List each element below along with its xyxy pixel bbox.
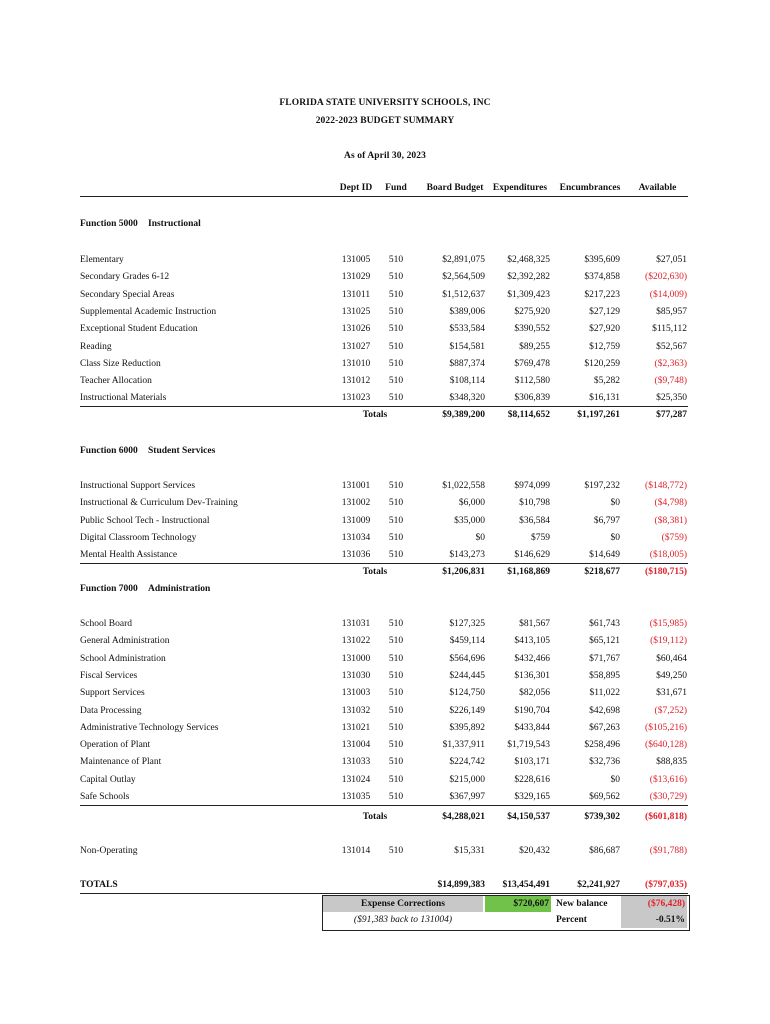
board-budget: $367,997 — [449, 792, 485, 802]
section-rule — [80, 805, 688, 806]
line-item-name: Public School Tech - Instructional — [80, 515, 210, 526]
expenditures: $146,629 — [514, 550, 550, 561]
grand-totals-label: TOTALS — [80, 880, 118, 890]
expenditures: $136,301 — [514, 670, 550, 681]
table-row — [0, 740, 770, 757]
fund-code: 510 — [388, 498, 404, 509]
table-row — [0, 255, 770, 272]
line-item-name: Exceptional Student Education — [80, 324, 198, 335]
encumbrances: $65,121 — [589, 636, 620, 647]
dept-id: 131024 — [341, 774, 371, 785]
expenditures: $190,704 — [514, 705, 550, 716]
function-name: Instructional — [148, 219, 201, 229]
fund-code: 510 — [388, 324, 404, 335]
dept-id: 131022 — [341, 636, 371, 647]
table-row — [0, 636, 770, 653]
expenditures: $89,255 — [519, 341, 550, 352]
table-row — [0, 307, 770, 324]
grand-totals-rule — [80, 893, 688, 894]
table-row — [0, 498, 770, 515]
dept-id: 131029 — [341, 272, 371, 283]
available: ($2,363) — [654, 358, 687, 369]
line-item-name: Elementary — [80, 255, 124, 265]
totals-board: $9,389,200 — [442, 410, 485, 420]
fund-code: 510 — [388, 289, 404, 300]
table-row — [0, 376, 770, 393]
expenditures: $81,567 — [519, 619, 550, 629]
line-item-name: School Board — [80, 619, 132, 629]
dept-id: 131014 — [341, 846, 371, 856]
grand-board: $14,899,383 — [437, 880, 485, 890]
line-item-name: School Administration — [80, 653, 166, 664]
expenditures: $36,584 — [519, 515, 550, 526]
line-item-name: Instructional Materials — [80, 393, 167, 404]
available: ($30,729) — [649, 792, 687, 802]
totals-label: Totals — [362, 812, 388, 822]
line-item-name: Maintenance of Plant — [80, 757, 162, 768]
grand-avail: ($797,035) — [645, 880, 687, 890]
dept-id: 131023 — [341, 393, 371, 404]
col-encumbrances: Encumbrances — [559, 183, 621, 193]
board-budget: $143,273 — [449, 550, 485, 561]
expenditures: $10,798 — [519, 498, 550, 509]
line-item-name: Secondary Grades 6-12 — [80, 272, 170, 283]
board-budget: $15,331 — [454, 846, 485, 856]
percent-value: -0.51% — [655, 915, 685, 925]
table-row — [0, 516, 770, 533]
fund-code: 510 — [388, 792, 404, 802]
dept-id: 131034 — [341, 532, 371, 543]
totals-avail: ($180,715) — [645, 567, 687, 577]
encumbrances: $12,759 — [589, 341, 620, 352]
new-balance-value: ($76,428) — [647, 899, 685, 909]
dept-id: 131005 — [341, 255, 371, 265]
table-row — [0, 757, 770, 774]
fund-code: 510 — [388, 481, 404, 491]
table-row — [0, 671, 770, 688]
totals-exp: $4,150,537 — [507, 812, 550, 822]
available: $49,250 — [656, 670, 687, 681]
dept-id: 131010 — [341, 358, 371, 369]
totals-board: $1,206,831 — [442, 567, 485, 577]
board-budget: $127,325 — [449, 619, 485, 629]
available: $88,835 — [656, 757, 687, 768]
expenditures: $759 — [531, 532, 550, 543]
board-budget: $348,320 — [449, 393, 485, 404]
totals-label: Totals — [362, 410, 388, 420]
available: ($148,772) — [645, 481, 687, 491]
table-row — [0, 533, 770, 550]
board-budget: $154,581 — [449, 341, 485, 352]
fund-code: 510 — [388, 757, 404, 768]
board-budget: $887,374 — [449, 358, 485, 369]
dept-id: 131032 — [341, 705, 371, 716]
expenditures: $20,432 — [519, 846, 550, 856]
encumbrances: $27,129 — [589, 306, 620, 317]
totals-exp: $8,114,652 — [507, 410, 550, 420]
dept-id: 131011 — [341, 289, 371, 300]
table-row — [0, 342, 770, 359]
report-title: 2022-2023 BUDGET SUMMARY — [315, 116, 455, 126]
totals-enc: $1,197,261 — [577, 410, 620, 420]
dept-id: 131012 — [341, 376, 371, 387]
expenditures: $432,466 — [514, 653, 550, 664]
table-row — [0, 654, 770, 671]
available: ($15,985) — [649, 619, 687, 629]
as-of-date: As of April 30, 2023 — [344, 151, 426, 161]
board-budget: $0 — [475, 532, 485, 543]
encumbrances: $32,736 — [589, 757, 620, 768]
line-item-name: Teacher Allocation — [80, 376, 152, 387]
encumbrances: $42,698 — [589, 705, 620, 716]
available: ($640,128) — [645, 740, 687, 751]
line-item-name: Non-Operating — [80, 846, 138, 856]
board-budget: $1,512,637 — [442, 289, 485, 300]
table-row — [0, 723, 770, 740]
totals-exp: $1,168,869 — [507, 567, 550, 577]
line-item-name: Administrative Technology Services — [80, 722, 219, 733]
line-item-name: Mental Health Assistance — [80, 550, 178, 561]
available: ($19,112) — [650, 636, 687, 647]
line-item-name: General Administration — [80, 636, 170, 647]
dept-id: 131002 — [341, 498, 371, 509]
expenditures: $390,552 — [514, 324, 550, 335]
totals-label: Totals — [362, 567, 388, 577]
expenditures: $1,719,543 — [507, 740, 550, 751]
function-code: Function 7000 — [80, 584, 138, 594]
fund-code: 510 — [388, 722, 404, 733]
board-budget: $564,696 — [449, 653, 485, 664]
header-rule — [80, 196, 688, 197]
percent-label: Percent — [556, 915, 587, 925]
expenditures: $306,839 — [514, 393, 550, 404]
fund-code: 510 — [388, 376, 404, 387]
encumbrances: $6,797 — [593, 515, 620, 526]
new-balance-label: New balance — [556, 899, 608, 909]
available: ($759) — [661, 532, 687, 543]
available: $60,464 — [656, 653, 687, 664]
dept-id: 131026 — [341, 324, 371, 335]
expenditures: $228,616 — [514, 774, 550, 785]
dept-id: 131033 — [341, 757, 371, 768]
expenditures: $1,309,423 — [507, 289, 550, 300]
table-row — [0, 619, 770, 636]
available: $115,112 — [652, 324, 687, 335]
board-budget: $6,000 — [458, 498, 485, 509]
totals-avail: $77,287 — [656, 410, 687, 420]
expenditures: $974,099 — [514, 481, 550, 491]
available: $85,957 — [656, 306, 687, 317]
col-available: Available — [638, 183, 677, 193]
available: ($8,381) — [654, 515, 687, 526]
line-item-name: Instructional & Curriculum Dev-Training — [80, 498, 238, 509]
table-row — [0, 792, 770, 809]
available: ($202,630) — [645, 272, 687, 283]
fund-code: 510 — [388, 358, 404, 369]
board-budget: $244,445 — [449, 670, 485, 681]
encumbrances: $69,562 — [589, 792, 620, 802]
available: ($13,616) — [649, 774, 687, 785]
line-item-name: Reading — [80, 341, 112, 352]
dept-id: 131031 — [341, 619, 371, 629]
table-row — [0, 290, 770, 307]
fund-code: 510 — [388, 688, 404, 699]
non-operating-row — [0, 846, 770, 863]
board-budget: $459,114 — [449, 636, 485, 647]
available: $25,350 — [656, 393, 687, 404]
col-dept: Dept ID — [339, 183, 373, 193]
line-item-name: Data Processing — [80, 705, 142, 716]
encumbrances: $11,022 — [589, 688, 620, 699]
col-fund: Fund — [385, 183, 407, 193]
fund-code: 510 — [388, 774, 404, 785]
expenditures: $769,478 — [514, 358, 550, 369]
fund-code: 510 — [388, 636, 404, 647]
available: ($4,798) — [654, 498, 687, 509]
line-item-name: Digital Classroom Technology — [80, 532, 197, 543]
section-totals-row — [0, 567, 770, 584]
encumbrances: $0 — [610, 498, 620, 509]
section-rule — [80, 563, 688, 564]
table-row — [0, 706, 770, 723]
encumbrances: $120,259 — [584, 358, 620, 369]
table-row — [0, 481, 770, 498]
expenditures: $433,844 — [514, 722, 550, 733]
section-totals-row — [0, 812, 770, 829]
table-row — [0, 359, 770, 376]
expenditures: $112,580 — [514, 376, 550, 387]
totals-board: $4,288,021 — [442, 812, 485, 822]
available: ($7,252) — [654, 705, 687, 716]
fund-code: 510 — [388, 619, 404, 629]
table-row — [0, 775, 770, 792]
expenditures: $413,105 — [514, 636, 550, 647]
board-budget: $226,149 — [449, 705, 485, 716]
org-title: FLORIDA STATE UNIVERSITY SCHOOLS, INC — [279, 98, 491, 108]
encumbrances: $67,263 — [589, 722, 620, 733]
section-rule — [80, 406, 688, 407]
dept-id: 131021 — [341, 722, 371, 733]
fund-code: 510 — [388, 393, 404, 404]
expenditures: $103,171 — [514, 757, 550, 768]
line-item-name: Secondary Special Areas — [80, 289, 175, 300]
table-row — [0, 324, 770, 341]
encumbrances: $0 — [610, 532, 620, 543]
board-budget: $389,006 — [449, 306, 485, 317]
available: $27,051 — [656, 255, 687, 265]
fund-code: 510 — [388, 532, 404, 543]
fund-code: 510 — [388, 846, 404, 856]
line-item-name: Supplemental Academic Instruction — [80, 306, 217, 317]
dept-id: 131035 — [341, 792, 371, 802]
line-item-name: Operation of Plant — [80, 740, 151, 751]
encumbrances: $395,609 — [584, 255, 620, 265]
dept-id: 131025 — [341, 306, 371, 317]
table-row — [0, 272, 770, 289]
line-item-name: Fiscal Services — [80, 670, 138, 681]
expenditures: $329,165 — [514, 792, 550, 802]
encumbrances: $61,743 — [589, 619, 620, 629]
available: $31,671 — [656, 688, 687, 699]
board-budget: $2,564,509 — [442, 272, 485, 283]
dept-id: 131001 — [341, 481, 371, 491]
function-name: Administration — [148, 584, 211, 594]
expenditures: $275,920 — [514, 306, 550, 317]
dept-id: 131009 — [341, 515, 371, 526]
board-budget: $124,750 — [449, 688, 485, 699]
totals-enc: $739,302 — [584, 812, 620, 822]
encumbrances: $374,858 — [584, 272, 620, 283]
encumbrances: $5,282 — [593, 376, 620, 387]
encumbrances: $0 — [610, 774, 620, 785]
fund-code: 510 — [388, 550, 404, 561]
encumbrances: $217,223 — [584, 289, 620, 300]
available: ($9,748) — [654, 376, 687, 387]
fund-code: 510 — [388, 255, 404, 265]
encumbrances: $16,131 — [589, 393, 620, 404]
line-item-name: Support Services — [80, 688, 145, 699]
board-budget: $2,891,075 — [442, 255, 485, 265]
board-budget: $1,337,911 — [442, 740, 485, 751]
dept-id: 131027 — [341, 341, 371, 352]
line-item-name: Safe Schools — [80, 792, 130, 802]
fund-code: 510 — [388, 306, 404, 317]
line-item-name: Capital Outlay — [80, 774, 136, 785]
board-budget: $215,000 — [449, 774, 485, 785]
board-budget: $224,742 — [449, 757, 485, 768]
encumbrances: $86,687 — [589, 846, 620, 856]
board-budget: $395,892 — [449, 722, 485, 733]
section-totals-row — [0, 410, 770, 427]
table-row — [0, 393, 770, 410]
available: ($14,009) — [649, 289, 687, 300]
fund-code: 510 — [388, 515, 404, 526]
dept-id: 131036 — [341, 550, 371, 561]
encumbrances: $71,767 — [589, 653, 620, 664]
encumbrances: $258,496 — [584, 740, 620, 751]
fund-code: 510 — [388, 272, 404, 283]
line-item-name: Instructional Support Services — [80, 481, 196, 491]
encumbrances: $197,232 — [584, 481, 620, 491]
board-budget: $108,114 — [449, 376, 485, 387]
board-budget: $35,000 — [454, 515, 485, 526]
encumbrances: $14,649 — [589, 550, 620, 561]
dept-id: 131003 — [341, 688, 371, 699]
encumbrances: $58,895 — [589, 670, 620, 681]
table-row — [0, 688, 770, 705]
expenditures: $2,392,282 — [507, 272, 550, 283]
board-budget: $1,022,558 — [442, 481, 485, 491]
function-code: Function 5000 — [80, 219, 138, 229]
col-board: Board Budget — [426, 183, 484, 193]
fund-code: 510 — [388, 653, 404, 664]
available: ($105,216) — [645, 722, 687, 733]
function-code: Function 6000 — [80, 446, 138, 456]
function-name: Student Services — [148, 446, 216, 456]
corrections-note: ($91,383 back to 131004) — [353, 915, 453, 925]
expenditures: $82,056 — [519, 688, 550, 699]
dept-id: 131000 — [341, 653, 371, 664]
expenditures: $2,468,325 — [507, 255, 550, 265]
dept-id: 131004 — [341, 740, 371, 751]
totals-avail: ($601,818) — [645, 812, 687, 822]
col-expenditures: Expenditures — [492, 183, 548, 193]
line-item-name: Class Size Reduction — [80, 358, 161, 369]
available: ($18,005) — [649, 550, 687, 561]
encumbrances: $27,920 — [589, 324, 620, 335]
grand-exp: $13,454,491 — [502, 880, 550, 890]
available: $52,567 — [656, 341, 687, 352]
totals-enc: $218,677 — [584, 567, 620, 577]
available: ($91,788) — [649, 846, 687, 856]
grand-enc: $2,241,927 — [577, 880, 620, 890]
fund-code: 510 — [388, 670, 404, 681]
fund-code: 510 — [388, 341, 404, 352]
board-budget: $533,584 — [449, 324, 485, 335]
fund-code: 510 — [388, 740, 404, 751]
dept-id: 131030 — [341, 670, 371, 681]
corrections-label: Expense Corrections — [361, 899, 445, 909]
fund-code: 510 — [388, 705, 404, 716]
table-row — [0, 550, 770, 567]
correction-amount: $720,607 — [513, 899, 549, 909]
